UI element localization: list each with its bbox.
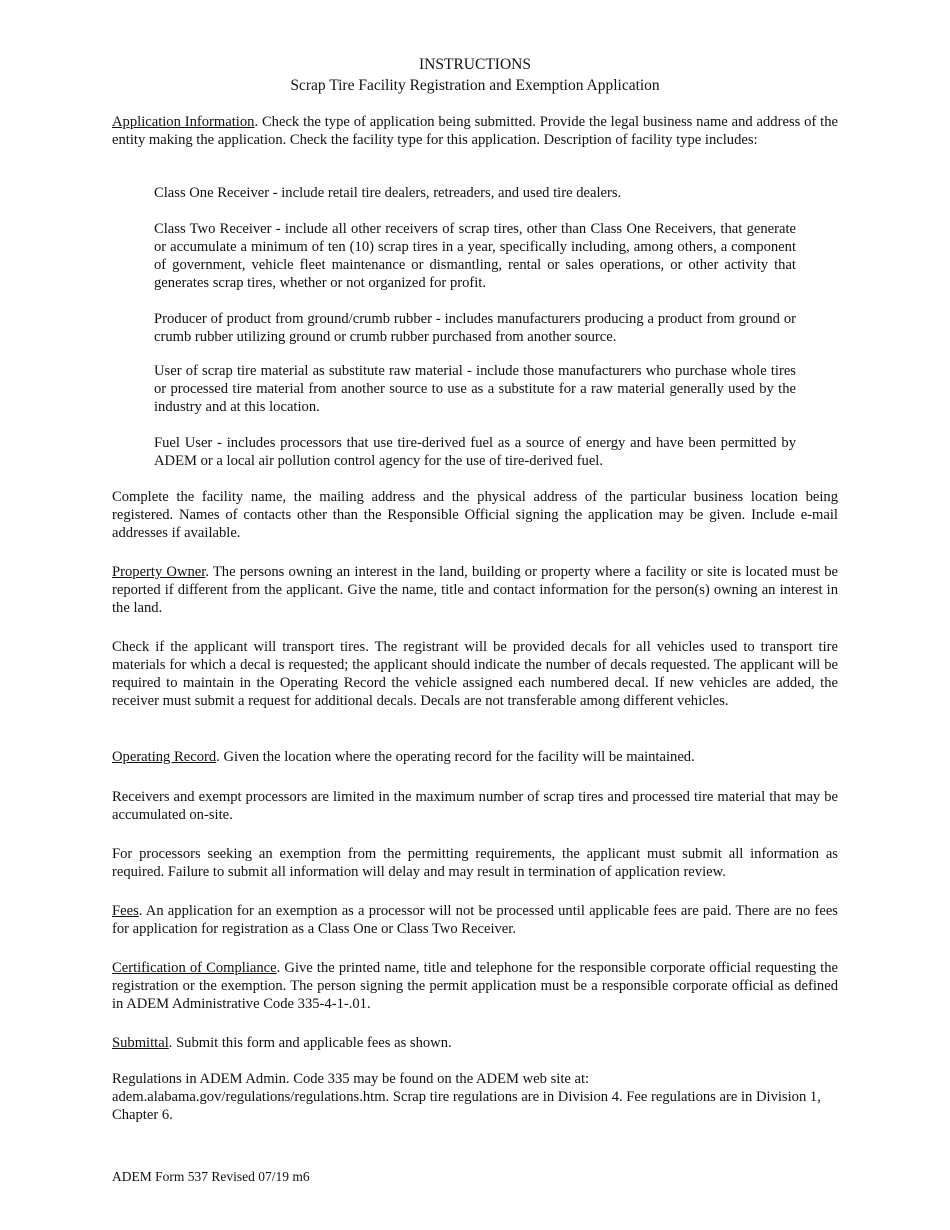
facility-type-producer: Producer of product from ground/crumb rubber - includes manufacturers producing a product from ground or crumb rubber utilizing ground or crumb rubber purchased from another source. [154, 311, 796, 345]
submittal-heading: Submittal [112, 1035, 169, 1051]
operating-record-heading: Operating Record [112, 749, 217, 765]
limits-paragraph: Receivers and exempt processors are limited in the maximum number of scrap tires and processed tire material that may be accumulated on-site. [112, 789, 838, 823]
certification-paragraph [112, 959, 838, 1013]
form-footer: ADEM Form 537 Revised 07/19 m6 [112, 1169, 310, 1184]
property-owner-text: . The persons owning an interest in the land, building or property where a facility or site is located must be reported if different from the applicant. Give the name, title and contact information for the person(s) owning an interest in the land. [112, 564, 838, 616]
submittal-text: . Submit this form and applicable fees as shown. [168, 1035, 452, 1051]
application-information-paragraph [112, 113, 838, 149]
regulations-line-2: adem.alabama.gov/regulations/regulations.htm. Scrap tire regulations are in Division 4. Fee regulations are in Division 1, Chapter 6. [112, 1089, 821, 1123]
processors-paragraph: For processors seeking an exemption from the permitting requirements, the applicant must submit all information as required. Failure to submit all information will delay and may result in termination of application review. [112, 846, 838, 880]
transport-paragraph: Check if the applicant will transport tires. The registrant will be provided decals for all vehicles used to transport tire materials for which a decal is requested; the applicant should indicate the number of decals requested. The applicant will be required to maintain in the Operating Record the vehicle assigned each numbered decal. If new vehicles are added, the receiver must submit a request for additional decals. Decals are not transferable among different vehicles. [112, 639, 838, 709]
fees-heading: Fees [112, 903, 139, 919]
certification-text: . Give the printed name, title and telephone for the responsible corporate official requesting the registration or the exemption. The person signing the permit application must be a responsible corporate official as defined in ADEM Administrative Code 335-4-1-.01. [112, 960, 838, 1012]
facility-type-substitute-user: User of scrap tire material as substitute raw material - include those manufacturers who purchase whole tires or processed tire material from another source to use as a substitute for a raw material generally used by the industry and at this location. [154, 363, 796, 415]
page-title: INSTRUCTIONS [419, 56, 531, 73]
operating-record-paragraph [112, 748, 838, 766]
submittal-paragraph [112, 1034, 838, 1052]
property-owner-heading: Property Owner [112, 564, 206, 580]
regulations-paragraph [112, 1070, 838, 1124]
regulations-line-1: Regulations in ADEM Admin. Code 335 may be found on the ADEM web site at: [112, 1071, 590, 1087]
facility-type-class-two: Class Two Receiver - include all other receivers of scrap tires, other than Class One Receivers, that generate or accumulate a minimum of ten (10) scrap tires in a year, specifically including, among others, a component of government, vehicle fleet maintenance or dismantling, rental or sales operations, or other activity that generates scrap tires, whether or not organized for profit. [154, 221, 796, 291]
operating-record-text: . Given the location where the operating record for the facility will be maintained. [216, 749, 695, 765]
application-information-text: . Check the type of application being submitted. Provide the legal business name and address of the entity making the application. Check the facility type for this application. Description of facility type includes: [112, 114, 838, 148]
property-owner-paragraph [112, 563, 838, 617]
application-information-heading: Application Information [112, 114, 255, 130]
facility-name-paragraph: Complete the facility name, the mailing address and the physical address of the particular business location being registered. Names of contacts other than the Responsible Official signing the application may be given. Include e-mail addresses if available. [112, 489, 838, 541]
page-subtitle: Scrap Tire Facility Registration and Exemption Application [290, 77, 660, 94]
facility-type-class-one: Class One Receiver - include retail tire dealers, retreaders, and used tire dealers. [154, 185, 622, 201]
facility-type-fuel-user: Fuel User - includes processors that use tire-derived fuel as a source of energy and have been permitted by ADEM or a local air pollution control agency for the use of tire-derived fuel. [154, 435, 796, 469]
fees-text: . An application for an exemption as a processor will not be processed until applicable fees are paid. There are no fees for application for registration as a Class One or Class Two Receiver. [112, 903, 838, 937]
fees-paragraph [112, 902, 838, 938]
certification-heading: Certification of Compliance [112, 960, 277, 976]
